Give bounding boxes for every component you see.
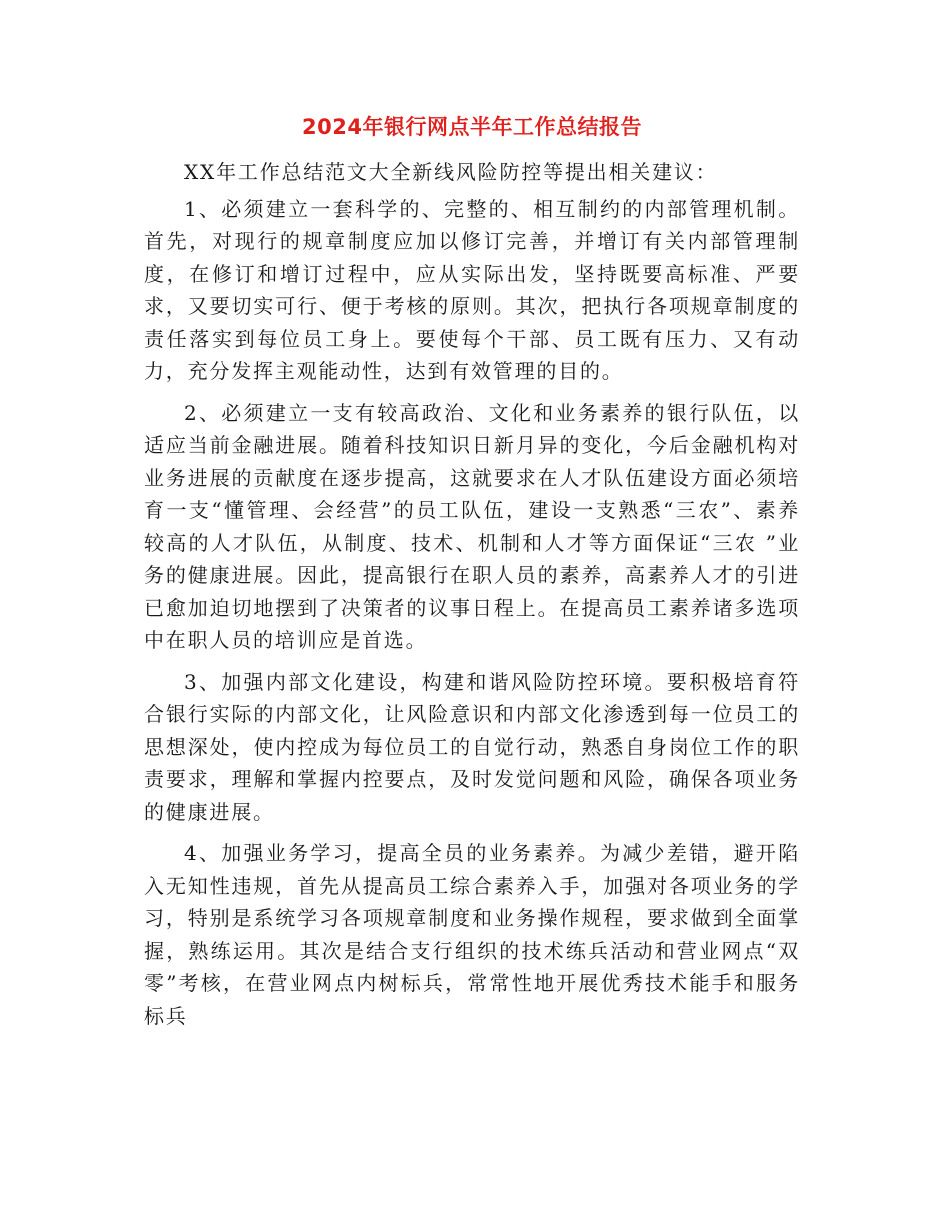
paragraph-4: 4、加强业务学习，提高全员的业务素养。为减少差错，避开陷入无知性违规，首先从提高员工综合素养入手，加强对各项业务的学习，特别是系统学习各项规章制度和业务操作规程，要求做到全面掌握，熟练运用。其次是结合支行组织的技术练兵活动和营业网点“双零”考核，在营业网点内树标兵，常常性地开展优秀技术能手和服务标兵 (144, 841, 800, 1028)
document-title: 2024年银行网点半年工作总结报告 (302, 115, 642, 139)
paragraph-1: 1、必须建立一套科学的、完整的、相互制约的内部管理机制。首先，对现行的规章制度应加以修订完善，并增订有关内部管理制度，在修订和增订过程中，应从实际出发，坚持既要高标准、严要求，又要切实可行、便于考核的原则。其次，把执行各项规章制度的责任落实到每位员工身上。要使每个干部、员工既有压力、又有动力，充分发挥主观能动性，达到有效管理的目的。 (144, 196, 800, 383)
paragraph-3: 3、加强内部文化建设，构建和谐风险防控环境。要积极培育符合银行实际的内部文化，让风险意识和内部文化渗透到每一位员工的思想深处，使内控成为每位员工的自觉行动，熟悉自身岗位工作的职责要求，理解和掌握内控要点，及时发觉问题和风险，确保各项业务的健康进展。 (144, 669, 800, 824)
paragraph-intro: XX年工作总结范文大全新线风险防控等提出相关建议： (184, 160, 718, 184)
paragraph-2: 2、必须建立一支有较高政治、文化和业务素养的银行队伍，以适应当前金融进展。随着科技知识日新月异的变化，今后金融机构对业务进展的贡献度在逐步提高，这就要求在人才队伍建设方面必须培育一支“懂管理、会经营”的员工队伍，建设一支熟悉“三农”、素养较高的人才队伍，从制度、技术、机制和人才等方面保证“三农 ”业务的健康进展。因此，提高银行在职人员的素养，高素养人才的引进已愈加迫切地摆到了决策者的议事日程上。在提高员工素养诸多选项中在职人员的培训应是首选。 (144, 400, 800, 652)
